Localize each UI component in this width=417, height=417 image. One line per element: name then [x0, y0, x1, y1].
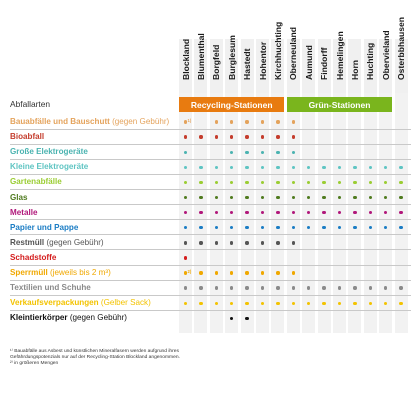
group-bar-gruen [287, 97, 392, 112]
row-label-text: Glas [10, 192, 28, 202]
availability-dot [261, 135, 264, 138]
footnote-mark: 1) [187, 118, 192, 124]
row-label-text: Kleine Elektrogeräte [10, 162, 89, 172]
column-header-label: Kirchhuchting [272, 21, 283, 80]
availability-dot [230, 241, 233, 244]
availability-dot [276, 166, 279, 169]
availability-dot [292, 135, 295, 138]
availability-dot [245, 241, 248, 244]
row-separator [10, 310, 411, 311]
row-separator [10, 219, 411, 220]
availability-dot [399, 302, 402, 305]
availability-dot [215, 135, 218, 138]
availability-dot [276, 196, 279, 199]
column-header-kirchhuchting [271, 21, 284, 93]
column-header-findorff [318, 39, 331, 93]
column-header-label: Blumenthal [195, 33, 206, 80]
row-separator [10, 144, 411, 145]
availability-dot [353, 211, 356, 214]
column-header-label: Huchting [365, 42, 376, 80]
column-header-blumenthal [194, 33, 207, 93]
availability-dot [399, 286, 402, 289]
availability-dot [399, 166, 402, 169]
row-separator [10, 159, 411, 160]
availability-dot [215, 286, 218, 289]
row-label-text: Kleintierkörper [10, 313, 68, 323]
row-label-text: Schadstoffe [10, 252, 57, 262]
availability-dot [184, 151, 187, 154]
availability-dot [245, 120, 248, 123]
availability-dot [322, 286, 325, 289]
column-header-label: Horn [349, 59, 360, 80]
availability-dot [199, 211, 202, 214]
availability-dot [292, 166, 295, 169]
row-label-text: Papier und Pappe [10, 222, 79, 232]
availability-dot [322, 166, 325, 169]
availability-dot [276, 120, 279, 123]
availability-dot [199, 271, 202, 274]
availability-dot [199, 241, 202, 244]
column-header-huchting [364, 39, 377, 93]
row-label-note: (Gelber Sack) [100, 298, 151, 308]
availability-dot [353, 302, 356, 305]
column-header-label: Hastedt [242, 48, 253, 80]
row-label [10, 208, 37, 217]
availability-dot [292, 302, 295, 305]
row-label-text: Restmüll [10, 237, 45, 247]
row-label-text: Verkaufsverpackungen [10, 298, 99, 308]
row-label [10, 298, 151, 307]
availability-dot [245, 196, 248, 199]
row-label-text: Metalle [10, 207, 38, 217]
availability-dot [245, 151, 248, 154]
availability-dot [353, 181, 356, 184]
row-separator [10, 265, 411, 266]
availability-dot [292, 120, 295, 123]
availability-dot [199, 181, 202, 184]
row-label-note: (gegen Gebühr) [46, 237, 104, 247]
availability-dot [276, 286, 279, 289]
column-header-burglesum [225, 35, 238, 93]
availability-dot [261, 286, 264, 289]
row-label [10, 223, 78, 232]
column-header-label: Aumund [303, 45, 314, 80]
availability-dot [261, 151, 264, 154]
row-label-text: Große Elektrogeräte [10, 147, 88, 157]
availability-dot [199, 135, 202, 138]
table-title: Abfallarten [10, 99, 51, 109]
availability-dot [322, 302, 325, 305]
column-header-horn [348, 39, 361, 93]
column-header-hastedt [241, 39, 254, 93]
row-label-note: (gegen Gebühr) [69, 313, 127, 323]
availability-dot [276, 135, 279, 138]
row-label [10, 177, 62, 186]
availability-dot [276, 241, 279, 244]
availability-dot [276, 211, 279, 214]
row-label-text: Gartenabfälle [10, 177, 62, 187]
column-header-label: Borgfeld [211, 44, 222, 80]
row-label-text: Sperrmüll [10, 268, 48, 277]
availability-dot [199, 286, 202, 289]
group-bar-label: Recycling-Stationen [190, 99, 273, 110]
availability-dot [184, 241, 187, 244]
availability-dot [215, 181, 218, 184]
row-separator [10, 249, 411, 250]
row-label [10, 268, 111, 277]
availability-dot [245, 317, 248, 320]
footnote-1-line-1: ¹⁾ Bauabfälle aus Asbest und künstlichen Mineralfasern werden aufgrund ihres [10, 349, 179, 354]
availability-dot [184, 135, 187, 138]
row-label [10, 147, 88, 156]
availability-dot [338, 302, 341, 305]
column-header-label: Findorff [319, 47, 330, 80]
row-separator [10, 174, 411, 175]
availability-dot [276, 151, 279, 154]
column-header-label: Hohentor [257, 41, 268, 80]
row-label-note: (gegen Gebühr) [112, 117, 170, 126]
availability-dot [215, 241, 218, 244]
availability-dot [292, 286, 295, 289]
availability-dot [292, 151, 295, 154]
column-header-label: Blockland [180, 38, 191, 80]
availability-dot [292, 241, 295, 244]
availability-dot [399, 196, 402, 199]
availability-dot [184, 302, 187, 305]
availability-dot [276, 271, 279, 274]
availability-dot [215, 166, 218, 169]
availability-dot [276, 302, 279, 305]
row-label [10, 238, 104, 247]
availability-dot [261, 302, 264, 305]
availability-dot [276, 181, 279, 184]
availability-dot [322, 181, 325, 184]
availability-dot [261, 120, 264, 123]
availability-dot [245, 135, 248, 138]
footnote-mark: 2) [187, 269, 192, 275]
row-separator [10, 204, 411, 205]
availability-dot [322, 196, 325, 199]
column-header-borgfeld [210, 39, 223, 93]
availability-dot [353, 196, 356, 199]
row-separator [10, 129, 411, 130]
column-header-osterbbhausen [395, 16, 408, 93]
availability-dot [215, 271, 218, 274]
column-header-label: Burglesum [226, 35, 237, 80]
column-header-label: Osterbbhausen [396, 16, 407, 80]
column-header-aumund [302, 39, 315, 93]
availability-dot [261, 271, 264, 274]
availability-dot [369, 286, 372, 289]
availability-dot [245, 181, 248, 184]
group-bar-label: Grün-Stationen [308, 99, 371, 110]
availability-dot [369, 181, 372, 184]
availability-dot [184, 256, 187, 259]
footnote-2: ²⁾ in größeren Mengen [10, 361, 59, 367]
availability-dot [399, 181, 402, 184]
column-header-obervieland [379, 30, 392, 93]
footnote-1-line-2: Gefährdungspotenzials nur auf der Recycling-Station Blockland angenommen. [10, 355, 180, 361]
availability-dot [245, 271, 248, 274]
availability-dot [245, 302, 248, 305]
column-header-blockland [179, 39, 192, 93]
availability-dot [199, 302, 202, 305]
row-label-note: (jeweils bis 2 m³) [50, 268, 111, 277]
row-label [10, 132, 44, 141]
availability-dot [292, 181, 295, 184]
availability-dot [261, 241, 264, 244]
column-header-hohentor [256, 39, 269, 93]
column-header-label: Obervieland [380, 30, 391, 80]
availability-dot [199, 196, 202, 199]
availability-dot [292, 271, 295, 274]
availability-dot [245, 286, 248, 289]
column-header-label: Hemelingen [334, 31, 345, 80]
row-label-text: Bioabfall [10, 132, 45, 142]
group-bar-recycling [179, 97, 284, 112]
availability-dot [215, 120, 218, 123]
row-label [10, 162, 88, 171]
column-header-label: Oberneuland [288, 26, 299, 80]
availability-dot [338, 286, 341, 289]
row-label [10, 117, 169, 126]
availability-dot [215, 302, 218, 305]
availability-dot [245, 166, 248, 169]
column-header-oberneuland [287, 26, 300, 93]
row-separator [10, 189, 411, 190]
availability-dot [369, 166, 372, 169]
row-label [10, 193, 28, 202]
availability-dot [369, 302, 372, 305]
availability-dot [353, 286, 356, 289]
row-separator [10, 234, 411, 235]
row-label-text: Bauabfälle und Bauschutt [10, 117, 110, 126]
row-separator [10, 295, 411, 296]
availability-dot [184, 286, 187, 289]
row-label [10, 253, 56, 262]
row-label [10, 283, 91, 292]
row-separator [10, 280, 411, 281]
column-header-hemelingen [333, 31, 346, 93]
availability-dot [199, 166, 202, 169]
availability-dot [353, 166, 356, 169]
footnotes [10, 349, 270, 368]
row-label-text: Textilien und Schuhe [10, 283, 91, 293]
row-label [10, 313, 127, 322]
